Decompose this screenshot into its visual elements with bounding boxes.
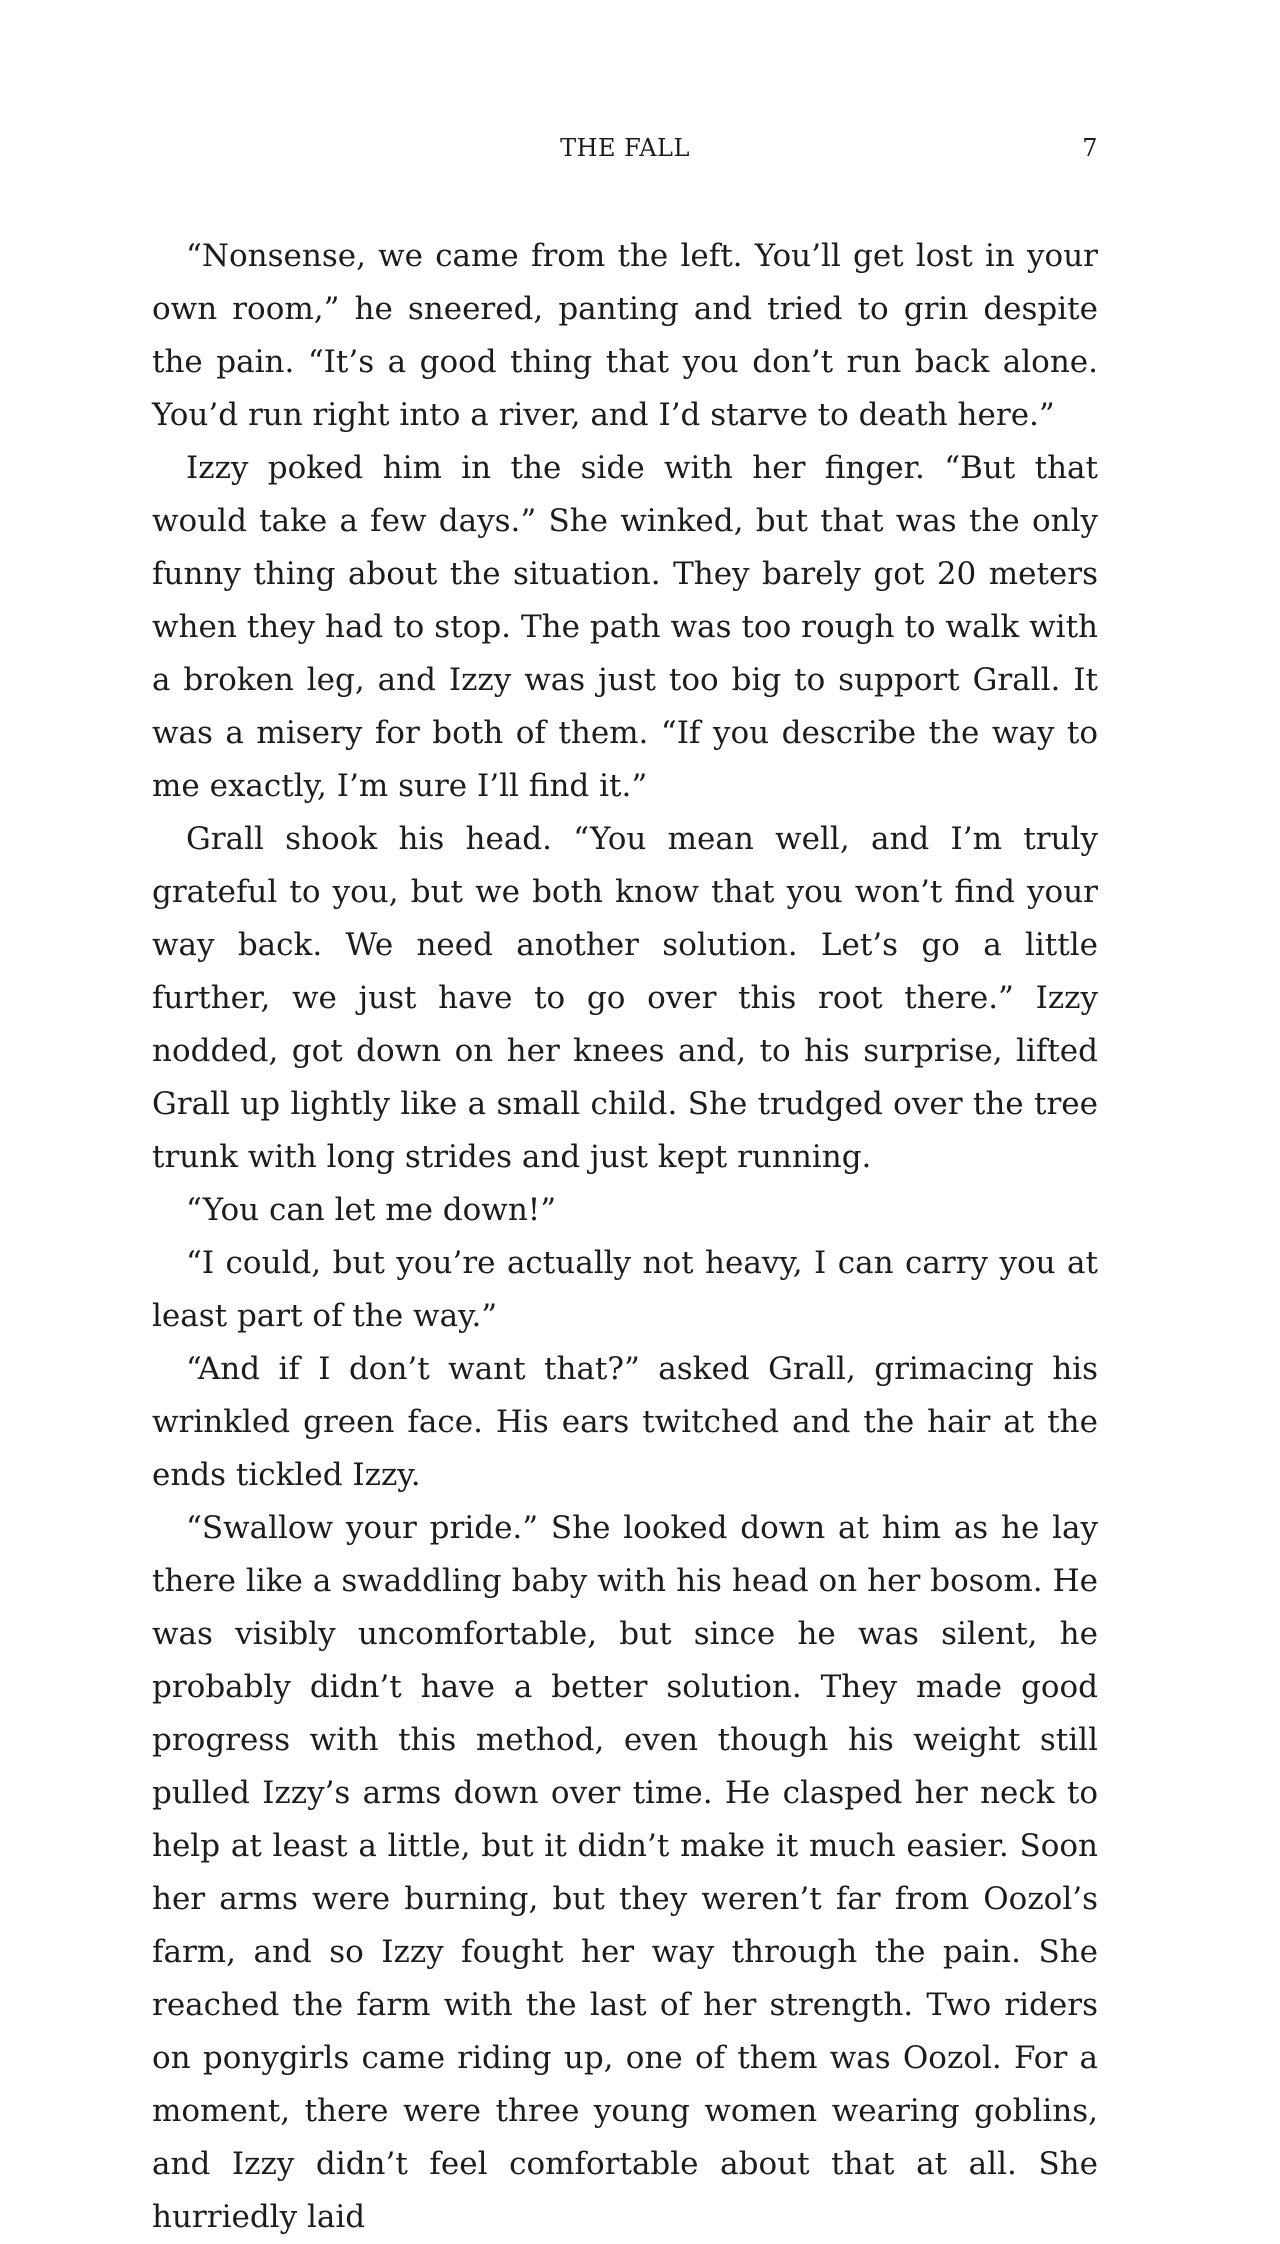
- paragraph: “I could, but you’re actually not heavy, I can carry you at least part of the way.”: [152, 1245, 1098, 1334]
- running-head: [152, 134, 1098, 168]
- paragraph: “And if I don’t want that?” asked Grall, grimacing his wrinkled green face. His ears twitched and the hair at the ends tickled Izzy.: [152, 1351, 1098, 1493]
- page-number: 7: [1082, 134, 1098, 162]
- paragraph: “Nonsense, we came from the left. You’ll get lost in your own room,” he sneered, panting and tried to grin despite the pain. “It’s a good thing that you don’t run back alone. You’d run right into a river, and I’d starve to death here.”: [152, 238, 1098, 433]
- paragraph: Izzy poked him in the side with her finger. “But that would take a few days.” She winked, but that was the only funny thing about the situation. They barely got 20 meters when they had to stop. The path was too rough to walk with a broken leg, and Izzy was just too big to support Grall. It was a misery for both of them. “If you describe the way to me exactly, I’m sure I’ll find it.”: [152, 450, 1098, 804]
- body-text: [152, 230, 1098, 2244]
- paragraph: Grall shook his head. “You mean well, and I’m truly grateful to you, but we both know that you won’t find your way back. We need another solution. Let’s go a little further, we just have to go over this root there.” Izzy nodded, got down on her knees and, to his surprise, lifted Grall up lightly like a small child. She trudged over the tree trunk with long strides and just kept running.: [152, 821, 1098, 1175]
- paragraph: “Swallow your pride.” She looked down at him as he lay there like a swaddling baby with his head on her bosom. He was visibly uncomfortable, but since he was silent, he probably didn’t have a better solution. They made good progress with this method, even though his weight still pulled Izzy’s arms down over time. He clasped her neck to help at least a little, but it didn’t make it much easier. Soon her arms were burning, but they weren’t far from Oozol’s farm, and so Izzy fought her way through the pain. She reached the farm with the last of her strength. Two riders on ponygirls came riding up, one of them was Oozol. For a moment, there were three young women wearing goblins, and Izzy didn’t feel comfortable about that at all. She hurriedly laid: [152, 1510, 1098, 2235]
- running-title: THE FALL: [560, 134, 690, 162]
- paragraph: “You can let me down!”: [186, 1192, 557, 1228]
